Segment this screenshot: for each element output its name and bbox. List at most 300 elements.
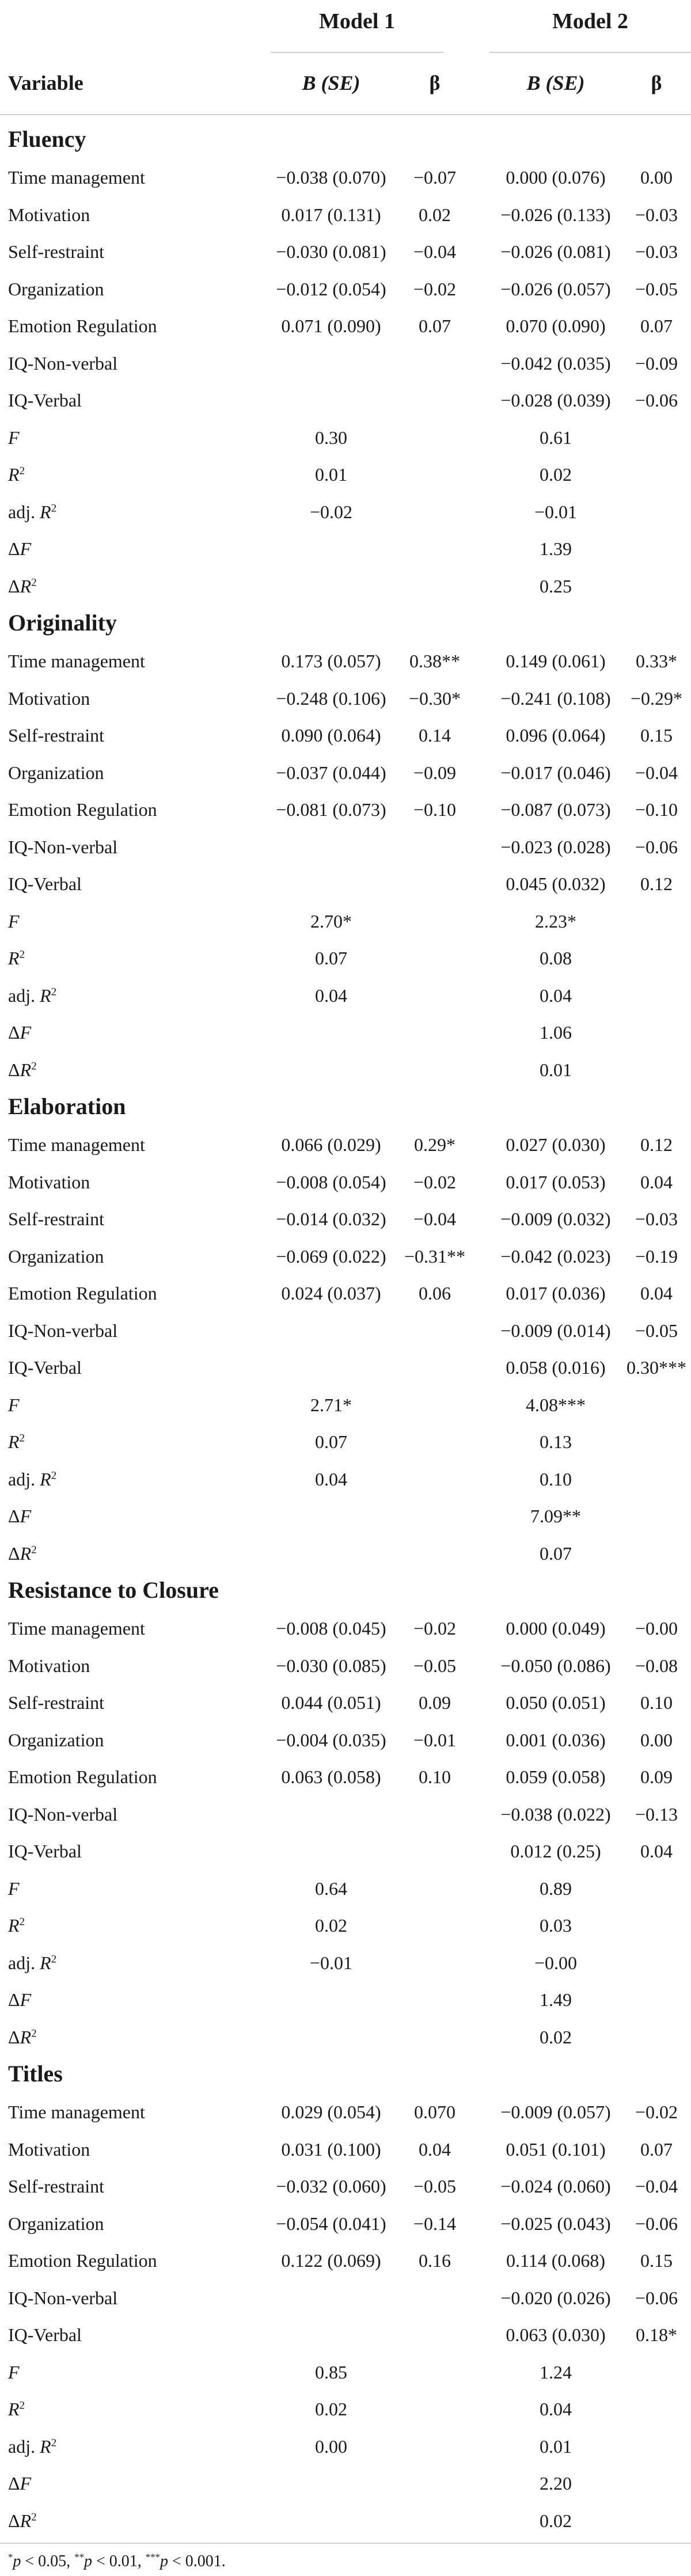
model-2-beta: 0.04: [640, 1283, 673, 1304]
table-row: [0, 345, 691, 382]
model-2-b-se: −0.026 (0.081): [500, 241, 611, 262]
model-2-b-se: −0.017 (0.046): [500, 762, 611, 783]
model-1-delta-r-squared: [242, 2019, 420, 2056]
model-1-beta: 0.10: [419, 1766, 451, 1787]
stat-label-delta-r-squared: [8, 2019, 37, 2056]
model-2-beta: −0.02: [635, 2102, 678, 2122]
model-2-delta-r-squared: 0.02: [540, 2510, 572, 2531]
variable-label: IQ-Verbal: [8, 1841, 82, 1861]
model-2-beta: 0.04: [640, 1171, 673, 1192]
stat-symbol: F: [20, 1022, 32, 1043]
variable-label: Organization: [8, 762, 104, 783]
stat-row-adj-r-squared: [0, 977, 691, 1014]
model-2-b-se: 0.017 (0.053): [506, 1171, 606, 1192]
model-2-beta: −0.06: [635, 2287, 678, 2308]
variable-header: Variable: [8, 71, 83, 94]
variable-label: Time management: [8, 167, 145, 188]
model-1-beta: −0.01: [413, 1729, 457, 1750]
model-2-delta-f: 7.09**: [530, 1506, 581, 1526]
model-2-b-se: −0.050 (0.086): [500, 1655, 611, 1676]
model-1-r-squared: 0.01: [315, 464, 347, 485]
stat-row-adj-r-squared: [0, 1461, 691, 1498]
stat-label-adj-r-squared: [8, 2428, 56, 2465]
model-1-b-se: −0.032 (0.060): [276, 2176, 386, 2197]
model-1-delta-f: [242, 1498, 420, 1534]
stat-symbol: R: [8, 464, 20, 485]
stat-superscript: 2: [31, 576, 37, 588]
stat-row-delta-r-squared: [0, 568, 691, 605]
significance-footnote: *p < 0.05, **p < 0.01, ***p < 0.001.: [8, 2551, 226, 2570]
stat-row-delta-r-squared: [0, 1535, 691, 1572]
stat-symbol: R: [40, 985, 51, 1006]
model-1-f: 0.85: [315, 2361, 347, 2383]
model-1-b-se: 0.066 (0.029): [281, 1134, 381, 1155]
stat-delta: Δ: [8, 1506, 20, 1526]
table-row: [0, 829, 691, 865]
table-row: [0, 1200, 691, 1237]
model-1-beta: [397, 865, 472, 902]
model-2-f: 2.23*: [535, 910, 576, 932]
model-1-beta: [397, 345, 472, 382]
variable-label: Time management: [8, 1134, 145, 1155]
table-row: [0, 271, 691, 307]
model-2-beta: −0.05: [635, 278, 678, 299]
stat-row-f: [0, 1870, 691, 1907]
section-title: Titles: [8, 2061, 63, 2087]
model-2-beta: 0.04: [640, 1841, 673, 1861]
variable-label: IQ-Non-verbal: [8, 352, 118, 374]
model-2-beta: 0.00: [640, 167, 673, 188]
variable-label: Time management: [8, 2102, 145, 2122]
model-1-b-se: 0.044 (0.051): [281, 1692, 381, 1713]
model-1-b-se: 0.063 (0.058): [281, 1766, 381, 1787]
model-2-b-se: −0.023 (0.028): [500, 836, 611, 857]
stat-delta: Δ: [8, 1542, 20, 1564]
model-1-delta-r-squared: [242, 2502, 420, 2539]
variable-label: Emotion Regulation: [8, 1766, 157, 1787]
stat-label-r-squared: [8, 456, 25, 493]
model-1-b-se: −0.248 (0.106): [276, 687, 386, 709]
model-2-beta: 0.30***: [627, 1357, 686, 1378]
model-1-beta: −0.02: [413, 278, 457, 299]
model-1-b-se: [242, 1349, 420, 1386]
table-row: [0, 1796, 691, 1833]
stat-superscript: 2: [19, 948, 25, 961]
stat-row-delta-r-squared: [0, 1051, 691, 1088]
model-2-r-squared: 0.08: [540, 948, 572, 968]
model-1-beta: 0.38**: [409, 651, 460, 671]
stat-label-adj-r-squared: [8, 1461, 56, 1498]
model-2-b-se: −0.009 (0.014): [500, 1320, 611, 1341]
table-row: [0, 1349, 691, 1386]
model-1-beta: [397, 829, 472, 865]
model-1-beta: −0.07: [413, 167, 457, 188]
header-rule: [0, 114, 691, 115]
model-2-beta: 0.15: [640, 725, 673, 746]
stat-symbol: R: [20, 2510, 32, 2531]
model-1-b-se: [242, 865, 420, 902]
stat-row-r-squared: [0, 940, 691, 977]
variable-label: IQ-Non-verbal: [8, 836, 118, 857]
model-2-beta: 0.07: [640, 316, 673, 336]
model-1-beta: [397, 1349, 472, 1386]
stat-label-f: [8, 1386, 20, 1423]
model-1-b-se: [242, 829, 420, 865]
model-2-f: 0.89: [540, 1878, 572, 1899]
model-1-b-se: [242, 345, 420, 382]
table-row: [0, 2316, 691, 2353]
model-2-header: Model 2: [552, 9, 628, 33]
model-1-beta: 0.04: [419, 2138, 451, 2160]
model-1-f: 2.71*: [310, 1394, 352, 1415]
variable-label: Emotion Regulation: [8, 2250, 157, 2271]
stat-label-r-squared: [8, 940, 25, 977]
stat-row-delta-f: [0, 1981, 691, 2018]
model-1-b-se: −0.008 (0.045): [276, 1618, 386, 1639]
model-2-adj-r-squared: 0.04: [540, 985, 572, 1006]
stat-superscript: 2: [19, 2399, 25, 2412]
model-2-delta-r-squared: 0.07: [540, 1542, 572, 1564]
variable-label: Time management: [8, 651, 145, 671]
model-1-beta: [397, 2316, 472, 2353]
stat-symbol: F: [20, 1989, 32, 2010]
stat-superscript: 2: [51, 1469, 57, 1481]
variable-label: IQ-Non-verbal: [8, 1803, 118, 1825]
model-2-b-se: −0.038 (0.022): [500, 1803, 611, 1825]
model-1-beta: [397, 2279, 472, 2316]
table-row: [0, 865, 691, 902]
model-2-beta: −0.09: [635, 352, 678, 374]
stat-row-r-squared: [0, 456, 691, 493]
model-2-adj-r-squared: 0.01: [540, 2436, 572, 2457]
model-1-beta: 0.29*: [414, 1134, 455, 1155]
model-1-header: Model 1: [319, 9, 395, 33]
section-title: Resistance to Closure: [8, 1577, 219, 1603]
stat-label-delta-r-squared: [8, 1051, 37, 1088]
model-1-b-se: [242, 1833, 420, 1870]
stat-row-delta-r-squared: [0, 2019, 691, 2056]
model-2-b-se: −0.009 (0.057): [500, 2102, 611, 2122]
model-2-b-se: 0.149 (0.061): [506, 651, 606, 671]
model-1-beta: −0.04: [413, 241, 457, 262]
stat-label-adj-r-squared: [8, 1944, 56, 1981]
stat-row-f: [0, 419, 691, 456]
table-row: [0, 680, 691, 717]
model-1-beta: 0.07: [419, 316, 451, 336]
variable-label: Self-restraint: [8, 2176, 105, 2197]
model-2-beta: 0.33*: [636, 651, 677, 671]
model-2-delta-f: 1.06: [540, 1022, 572, 1043]
stat-row-adj-r-squared: [0, 2428, 691, 2465]
model-1-f: 0.64: [315, 1878, 347, 1899]
stat-symbol: R: [8, 1431, 20, 1452]
model-1-beta: −0.05: [413, 2176, 457, 2197]
model-2-beta: 0.07: [640, 2138, 673, 2160]
model-2-b-se: 0.001 (0.036): [506, 1729, 606, 1750]
variable-label: Organization: [8, 1729, 104, 1750]
model-1-delta-f: [242, 1014, 420, 1051]
stat-row-delta-f: [0, 530, 691, 567]
variable-label: IQ-Verbal: [8, 2324, 82, 2345]
model-2-beta: −0.06: [635, 390, 678, 411]
stat-row-delta-f: [0, 1498, 691, 1534]
model-2-b-se: 0.096 (0.064): [506, 725, 606, 746]
model-2-r-squared: 0.02: [540, 464, 572, 485]
model-2-r-squared: 0.03: [540, 1915, 572, 1936]
model-1-adj-r-squared: 0.04: [315, 1468, 347, 1490]
stat-label-delta-f: [8, 530, 31, 567]
model-2-adj-r-squared: −0.00: [534, 1952, 578, 1973]
stat-superscript: 2: [31, 1059, 37, 1072]
stat-superscript: 2: [51, 1952, 57, 1965]
model-2-b-se: 0.058 (0.016): [506, 1357, 606, 1378]
model-1-beta: 0.070: [414, 2102, 455, 2122]
model-1-b-se: 0.024 (0.037): [281, 1283, 381, 1304]
table-row: [0, 643, 691, 679]
table-row: [0, 2279, 691, 2316]
model-2-beta: −0.19: [635, 1245, 678, 1267]
model-2-b-se: −0.042 (0.023): [500, 1245, 611, 1267]
stat-symbol: R: [20, 575, 32, 596]
model-2-beta: −0.04: [635, 2176, 678, 2197]
model-2-beta: −0.29*: [630, 687, 683, 709]
model-2-f: 4.08***: [526, 1394, 586, 1415]
stat-delta: Δ: [8, 1022, 20, 1043]
model-2-r-squared: 0.13: [540, 1431, 572, 1452]
stat-label-r-squared: [8, 1423, 25, 1460]
model-1-adj-r-squared: −0.01: [309, 1952, 353, 1973]
model-1-adj-r-squared: 0.04: [315, 985, 347, 1006]
model-1-beta: [397, 1312, 472, 1349]
model-2-beta: 0.00: [640, 1729, 673, 1750]
stat-prefix: adj.: [8, 2436, 40, 2457]
model-2-b-se: −0.042 (0.035): [500, 352, 611, 374]
model-2-delta-f: 2.20: [540, 2473, 572, 2494]
stat-label-delta-f: [8, 1498, 31, 1534]
model-2-delta-f: 1.49: [540, 1989, 572, 2010]
variable-label: Motivation: [8, 687, 90, 709]
stat-row-r-squared: [0, 1907, 691, 1944]
stat-row-r-squared: [0, 1423, 691, 1460]
stat-symbol: F: [20, 1506, 32, 1526]
model-1-b-se: 0.031 (0.100): [281, 2138, 381, 2160]
model-2-b-se: −0.241 (0.108): [500, 687, 611, 709]
stat-label-delta-r-squared: [8, 1535, 37, 1572]
model-1-beta: −0.05: [413, 1655, 457, 1676]
model-2-beta: −0.03: [635, 241, 678, 262]
table-row: [0, 1684, 691, 1721]
model-2-b-se: 0.000 (0.076): [506, 167, 606, 188]
table-row: [0, 1758, 691, 1795]
variable-label: Self-restraint: [8, 1209, 105, 1229]
model-2-b-se: 0.050 (0.051): [506, 1692, 606, 1713]
model-2-r-squared: 0.04: [540, 2399, 572, 2419]
model-1-b-se: [242, 1312, 420, 1349]
stat-delta: Δ: [8, 2510, 20, 2531]
table-row: [0, 2131, 691, 2168]
stat-label-delta-f: [8, 1014, 31, 1051]
model-2-b-se: −0.026 (0.057): [500, 278, 611, 299]
model-2-b-se: 0.070 (0.090): [506, 316, 606, 336]
stat-row-f: [0, 903, 691, 940]
model-1-b-se: [242, 382, 420, 419]
model-1-b-se: 0.122 (0.069): [281, 2250, 381, 2271]
model-1-beta: 0.09: [419, 1692, 451, 1713]
variable-label: Motivation: [8, 1171, 90, 1192]
stat-row-delta-f: [0, 1014, 691, 1051]
model-1-b-se: −0.012 (0.054): [276, 278, 386, 299]
section-title: Originality: [8, 610, 117, 636]
table-row: [0, 196, 691, 233]
model-2-b-se: 0.063 (0.030): [506, 2324, 606, 2345]
stat-symbol: F: [20, 2473, 32, 2494]
table-row: [0, 1275, 691, 1312]
table-row: [0, 2242, 691, 2279]
model-2-delta-r-squared: 0.01: [540, 1059, 572, 1080]
model-1-b-se: −0.030 (0.081): [276, 241, 386, 262]
stat-superscript: 2: [31, 2027, 37, 2039]
variable-label: Motivation: [8, 1655, 90, 1676]
model-1-beta: −0.04: [413, 1209, 457, 1229]
variable-label: IQ-Verbal: [8, 390, 82, 411]
model-1-b-se: 0.017 (0.131): [281, 204, 381, 225]
model-1-b-se: 0.029 (0.054): [281, 2102, 381, 2122]
stat-symbol: F: [8, 1878, 20, 1899]
model-2-b-se: −0.024 (0.060): [500, 2176, 611, 2197]
model-1-b-se: 0.173 (0.057): [281, 651, 381, 671]
section-title: Fluency: [8, 126, 86, 152]
variable-label: IQ-Non-verbal: [8, 2287, 118, 2308]
model-1-underline: [271, 52, 443, 53]
table-row: [0, 754, 691, 791]
stat-prefix: adj.: [8, 1468, 40, 1490]
model-1-beta: −0.02: [413, 1171, 457, 1192]
model-1-b-se: [242, 2279, 420, 2316]
model-1-b-se: −0.069 (0.022): [276, 1245, 386, 1267]
stat-delta: Δ: [8, 538, 20, 559]
stat-superscript: 2: [31, 1543, 37, 1556]
model-1-beta: [397, 382, 472, 419]
table-row: [0, 717, 691, 754]
stat-delta: Δ: [8, 1059, 20, 1080]
stat-symbol: R: [40, 1468, 51, 1490]
section-title: Elaboration: [8, 1093, 126, 1119]
stat-symbol: F: [8, 427, 20, 448]
model-1-r-squared: 0.02: [315, 2399, 347, 2419]
stat-symbol: R: [20, 2026, 32, 2047]
stat-label-r-squared: [8, 2391, 25, 2427]
bottom-rule: [0, 2543, 691, 2544]
stat-symbol: R: [40, 501, 51, 522]
stat-superscript: 2: [19, 1432, 25, 1445]
stat-symbol: R: [20, 1059, 32, 1080]
stat-symbol: F: [8, 910, 20, 932]
model-2-b-se: 0.000 (0.049): [506, 1618, 606, 1639]
model-2-beta: 0.12: [640, 873, 673, 894]
column-header-row: [0, 64, 691, 101]
stat-row-adj-r-squared: [0, 1944, 691, 1981]
table-row: [0, 307, 691, 344]
model-1-r-squared: 0.07: [315, 1431, 347, 1452]
model-1-r-squared: 0.02: [315, 1915, 347, 1936]
table-row: [0, 1833, 691, 1870]
variable-label: IQ-Verbal: [8, 1357, 82, 1378]
model-1-delta-r-squared: [242, 1535, 420, 1572]
model-1-delta-f: [242, 2465, 420, 2502]
model-2-b-se: 0.017 (0.036): [506, 1283, 606, 1304]
model-1-beta: −0.14: [413, 2213, 457, 2234]
variable-label: Emotion Regulation: [8, 1283, 157, 1304]
model-1-beta: −0.02: [413, 1618, 457, 1639]
model-1-delta-f: [242, 1981, 420, 2018]
stat-symbol: R: [8, 2399, 20, 2419]
stat-label-f: [8, 419, 20, 456]
stat-label-r-squared: [8, 1907, 25, 1944]
model-1-b-se: −0.008 (0.054): [276, 1171, 386, 1192]
model-2-beta: 0.10: [640, 1692, 673, 1713]
model-2-beta: −0.00: [635, 1618, 678, 1639]
stat-label-delta-r-squared: [8, 568, 37, 605]
table-row: [0, 1312, 691, 1349]
variable-label: Time management: [8, 1618, 145, 1639]
model-1-beta: [397, 1796, 472, 1833]
b-se-header-model-2: B (SE): [526, 71, 585, 94]
model-1-b-se: −0.038 (0.070): [276, 167, 386, 188]
table-row: [0, 233, 691, 270]
table-row: [0, 1164, 691, 1200]
variable-label: Organization: [8, 2213, 104, 2234]
stat-superscript: 2: [51, 501, 57, 514]
model-1-beta: −0.31**: [404, 1245, 466, 1267]
variable-label: Motivation: [8, 204, 90, 225]
model-1-beta: [397, 1833, 472, 1870]
model-1-beta: 0.06: [419, 1283, 451, 1304]
table-row: [0, 1647, 691, 1684]
model-1-b-se: 0.071 (0.090): [281, 316, 381, 336]
model-2-delta-r-squared: 0.25: [540, 575, 572, 596]
model-1-f: 2.70*: [310, 910, 352, 932]
variable-label: IQ-Verbal: [8, 873, 82, 894]
stat-label-delta-r-squared: [8, 2502, 37, 2539]
model-2-underline: [489, 52, 691, 53]
model-2-beta: −0.04: [635, 762, 678, 783]
model-2-b-se: 0.045 (0.032): [506, 873, 606, 894]
stat-delta: Δ: [8, 2026, 20, 2047]
model-1-b-se: −0.054 (0.041): [276, 2213, 386, 2234]
model-1-delta-f: [242, 530, 420, 567]
variable-label: IQ-Non-verbal: [8, 1320, 118, 1341]
model-1-b-se: −0.014 (0.032): [276, 1209, 386, 1229]
model-2-b-se: −0.087 (0.073): [500, 799, 611, 820]
model-2-b-se: 0.051 (0.101): [506, 2138, 606, 2160]
model-1-b-se: −0.004 (0.035): [276, 1729, 386, 1750]
model-1-beta: 0.14: [419, 725, 451, 746]
model-2-beta: −0.06: [635, 2213, 678, 2234]
variable-label: Self-restraint: [8, 725, 105, 746]
stat-row-r-squared: [0, 2391, 691, 2427]
variable-label: Self-restraint: [8, 1692, 105, 1713]
model-2-delta-f: 1.39: [540, 538, 572, 559]
table-row: [0, 791, 691, 828]
model-1-adj-r-squared: 0.00: [315, 2436, 347, 2457]
stat-superscript: 2: [51, 985, 57, 998]
model-2-beta: −0.03: [635, 204, 678, 225]
model-2-beta: −0.13: [635, 1803, 678, 1825]
model-2-beta: 0.12: [640, 1134, 673, 1155]
model-2-beta: −0.10: [635, 799, 678, 820]
model-2-b-se: −0.028 (0.039): [500, 390, 611, 411]
model-1-beta: −0.09: [413, 762, 457, 783]
